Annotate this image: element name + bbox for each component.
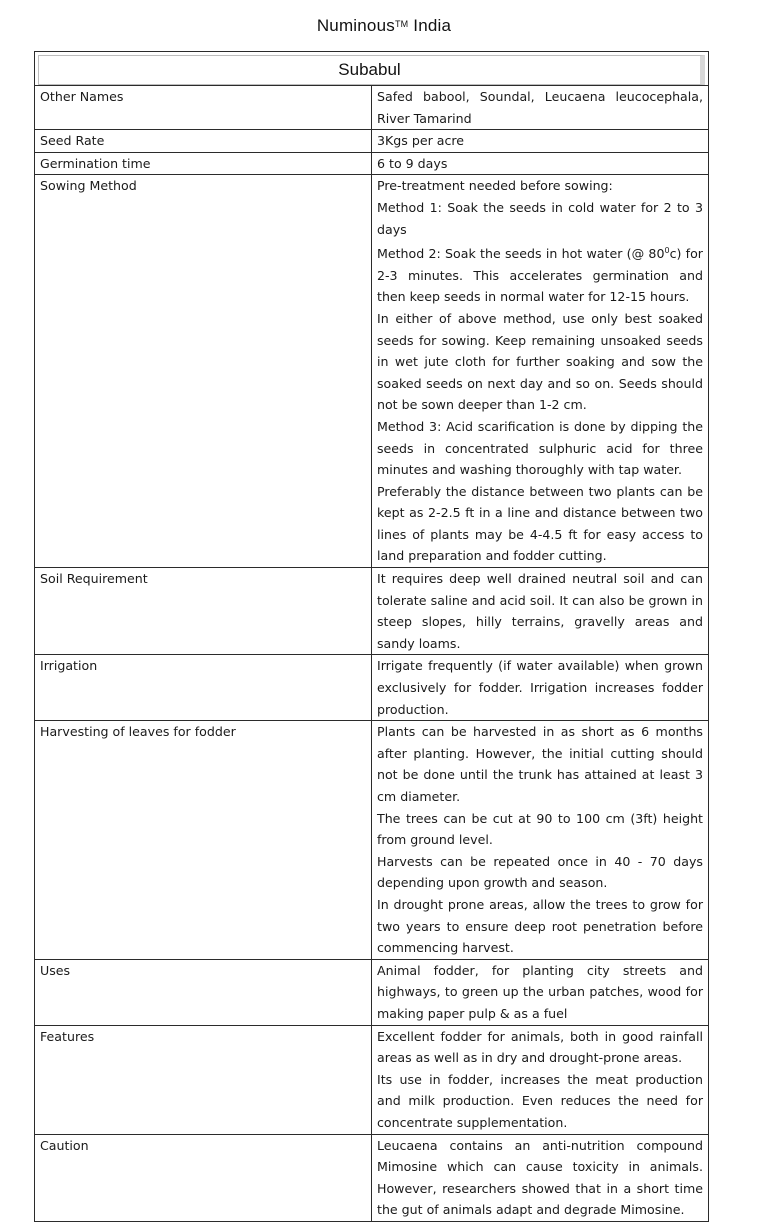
table-row-caution: [35, 1134, 709, 1221]
trademark-mark: TM: [394, 19, 409, 29]
value-line: It requires deep well drained neutral soil and can tolerate saline and acid soil. It can also be grown in steep slopes, hilly terrains, gravelly areas and sandy loams.: [377, 571, 703, 651]
row-label: Harvesting of leaves for fodder: [35, 721, 372, 960]
value-line: Leucaena contains an anti-nutrition compound Mimosine which can cause toxicity in animals. However, researchers showed that in a short time the gut of animals adapt and degrade Mimosine.: [377, 1137, 703, 1218]
value-line: Safed babool, Soundal, Leucaena leucocephala, River Tamarind: [377, 89, 703, 126]
table-title-row: [35, 52, 709, 86]
row-value: [372, 1025, 709, 1134]
row-value: [372, 655, 709, 721]
value-line-method-2: [377, 240, 703, 308]
table-title-cell: [35, 52, 709, 86]
row-value: [372, 1134, 709, 1221]
row-label: Soil Requirement: [35, 568, 372, 655]
value-line: Method 3: Acid scarification is done by dipping the seeds in concentrated sulphuric acid for three minutes and washing thoroughly with tap water.: [377, 418, 703, 478]
row-label: Irrigation: [35, 655, 372, 721]
table-row-other-names: [35, 86, 709, 130]
value-line: Pre-treatment needed before sowing:: [377, 178, 613, 194]
row-value: [372, 86, 709, 130]
table-row-uses: [35, 959, 709, 1025]
country-name: India: [413, 16, 452, 35]
row-value: [372, 130, 709, 153]
row-label: Caution: [35, 1134, 372, 1221]
value-line: Plants can be harvested in as short as 6 months after planting. However, the initial cutting should not be done until the trunk has attained at least 3 cm diameter.: [377, 724, 703, 804]
page-header: [0, 16, 768, 36]
value-line: In either of above method, use only best soaked seeds for sowing. Keep remaining unsoaked seeds in wet jute cloth for further soaking and sow the soaked seeds on next day and so on. Seeds should not be sown deeper than 1-2 cm.: [377, 310, 703, 413]
row-label: Sowing Method: [35, 175, 372, 568]
table-row-germination-time: [35, 152, 709, 175]
value-line: Animal fodder, for planting city streets and highways, to green up the urban patches, wood for making paper pulp & as a fuel: [377, 962, 703, 1021]
row-value: [372, 568, 709, 655]
row-label: Uses: [35, 959, 372, 1025]
row-label: Features: [35, 1025, 372, 1134]
row-label: Seed Rate: [35, 130, 372, 153]
value-line: Harvests can be repeated once in 40 - 70 days depending upon growth and season.: [377, 853, 703, 891]
table-row-seed-rate: [35, 130, 709, 153]
table-row-harvesting: [35, 721, 709, 960]
value-line: Its use in fodder, increases the meat production and milk production. Even reduces the need for concentrate supplementation.: [377, 1071, 703, 1130]
row-label: Other Names: [35, 86, 372, 130]
table-row-features: [35, 1025, 709, 1134]
table-title: Subabul: [38, 55, 705, 85]
value-line: 6 to 9 days: [377, 155, 448, 171]
value-line: Method 1: Soak the seeds in cold water for 2 to 3 days: [377, 199, 703, 237]
degree-superscript: 0: [664, 246, 670, 256]
row-value: [372, 721, 709, 960]
brand-name: Numinous: [316, 16, 395, 35]
value-line: Excellent fodder for animals, both in good rainfall areas as well as in dry and drought-prone areas.: [377, 1028, 703, 1066]
value-line: In drought prone areas, allow the trees to grow for two years to ensure deep root penetration before commencing harvest.: [377, 896, 703, 956]
value-line: Irrigate frequently (if water available) when grown exclusively for fodder. Irrigation increases fodder production.: [377, 658, 703, 717]
row-label: Germination time: [35, 152, 372, 175]
method-2-text-rest: c) for 2-3 minutes. This accelerates germination and then keep seeds in normal water for 12-15 hours.: [377, 246, 703, 305]
value-line: Preferably the distance between two plants can be kept as 2-2.5 ft in a line and distance between two lines of plants may be 4-4.5 ft for easy access to land preparation and fodder cutting.: [377, 483, 703, 564]
specification-table-wrapper: [34, 51, 709, 1222]
specification-table: [34, 51, 709, 1222]
row-value: [372, 959, 709, 1025]
table-row-sowing-method: [35, 175, 709, 568]
table-row-soil-requirement: [35, 568, 709, 655]
row-value: [372, 175, 709, 568]
value-line: The trees can be cut at 90 to 100 cm (3ft) height from ground level.: [377, 810, 703, 848]
value-line: 3Kgs per acre: [377, 133, 465, 149]
method-2-text: Method 2: Soak the seeds in hot water (@ 80: [377, 246, 665, 262]
row-value: [372, 152, 709, 175]
table-row-irrigation: [35, 655, 709, 721]
